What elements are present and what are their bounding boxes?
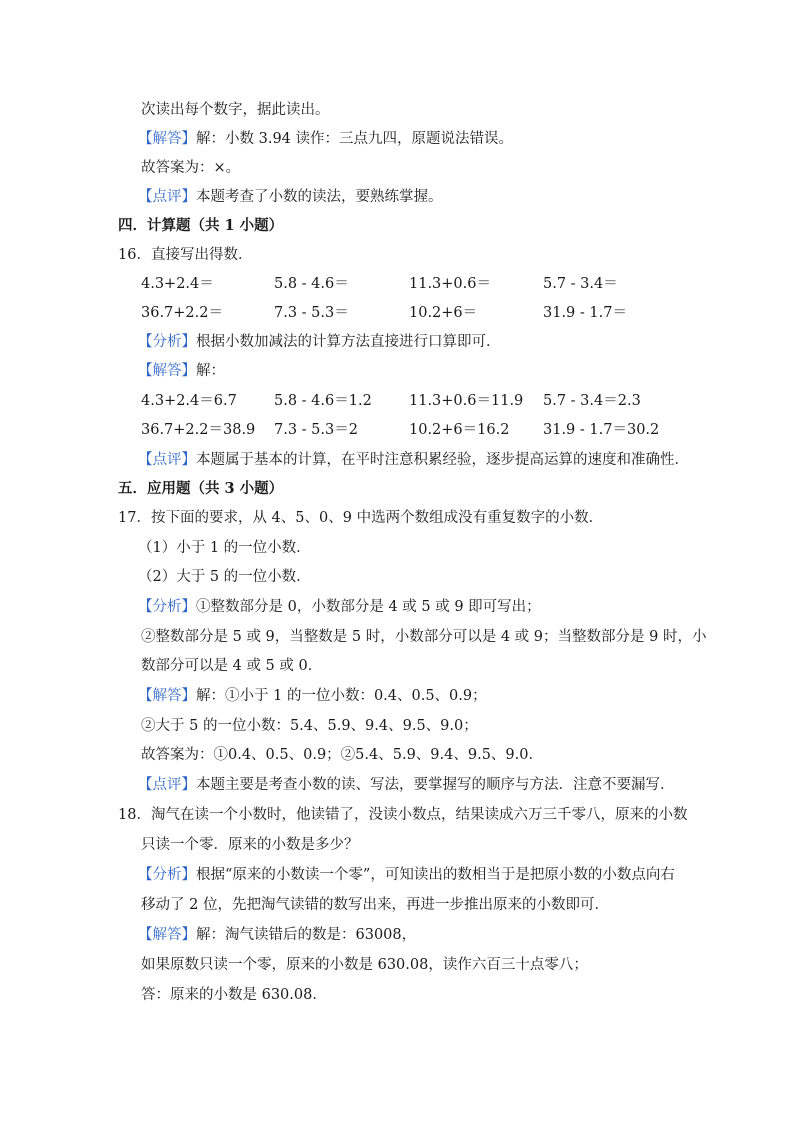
q16-answer (138, 358, 225, 384)
q16-row-2 (0, 300, 800, 326)
q17-final-answer: 故答案为：①0.4、0.5、0.9；②5.4、5.9、9.4、9.5、9.0． (141, 747, 543, 763)
answer-cell: 11.3+0.6＝11.9 (409, 393, 524, 409)
comment-text: 本题主要是考查小数的读、写法，要掌握写的顺序与方法．注意不要漏写． (196, 777, 675, 793)
q17-stem: 17．按下面的要求，从 4、5、0、9 中选两个数组成没有重复数字的小数． (118, 510, 604, 526)
expr-cell: 4.3+2.4＝ (141, 276, 214, 292)
answer-cell: 5.8 - 4.6＝1.2 (274, 393, 372, 409)
answer-tag: 【解答】 (138, 688, 196, 704)
answer-tag: 【解答】 (138, 363, 196, 379)
comment-tag: 【点评】 (138, 189, 196, 205)
q18-analysis-line-2: 移动了 2 位，先把淘气读错的数写出来，再进一步推出原来的小数即可． (141, 897, 609, 913)
q15-comment (138, 184, 443, 210)
q18-stem: 18．淘气在读一个小数时，他读错了，没读小数点，结果读成六万三千零八，原来的小数 (118, 807, 688, 823)
expr-cell: 5.8 - 4.6＝ (274, 276, 349, 292)
q15-final-answer: 故答案为：×。 (141, 160, 241, 176)
comment-tag: 【点评】 (138, 452, 196, 468)
analysis-tag: 【分析】 (138, 599, 196, 615)
q16-answer-row-1 (0, 388, 800, 414)
answer-text: 解：淘气读错后的数是：63008， (196, 927, 417, 943)
answer-cell: 4.3+2.4＝6.7 (141, 393, 237, 409)
expr-cell: 11.3+0.6＝ (409, 276, 491, 292)
answer-cell: 31.9 - 1.7＝30.2 (543, 422, 660, 438)
q17-answer-line-2: ②大于 5 的一位小数：5.4、5.9、9.4、9.5、9.0； (141, 718, 478, 734)
q18-answer-line-2: 如果原数只读一个零，原来的小数是 630.08，读作六百三十点零八； (141, 957, 588, 973)
q17-analysis (138, 594, 541, 620)
expr-cell: 36.7+2.2＝ (141, 305, 223, 321)
q16-stem: 16．直接写出得数． (118, 247, 253, 263)
expr-cell: 31.9 - 1.7＝ (543, 305, 627, 321)
comment-tag: 【点评】 (138, 777, 196, 793)
analysis-tag: 【分析】 (138, 334, 196, 350)
q16-analysis (138, 329, 501, 355)
answer-cell: 10.2+6＝16.2 (409, 422, 510, 438)
q17-analysis-line-2: ②整数部分是 5 或 9，当整数是 5 时，小数部分可以是 4 或 9；当整数部分是 9 时，小 (141, 629, 707, 645)
q18-answer (138, 922, 416, 948)
q17-analysis-line-3: 数部分可以是 4 或 5 或 0． (141, 658, 323, 674)
comment-text: 本题考查了小数的读法，要熟练掌握。 (196, 189, 443, 205)
q17-sub-2: （2）大于 5 的一位小数． (138, 569, 311, 585)
answer-text: 解： (196, 363, 225, 379)
q15-answer (138, 126, 513, 152)
expr-cell: 10.2+6＝ (409, 305, 478, 321)
analysis-text: ①整数部分是 0，小数部分是 4 或 5 或 9 即可写出； (196, 599, 541, 615)
q17-answer (138, 683, 487, 709)
expr-cell: 5.7 - 3.4＝ (543, 276, 618, 292)
answer-tag: 【解答】 (138, 131, 196, 147)
expr-cell: 7.3 - 5.3＝ (274, 305, 349, 321)
q16-row-1 (0, 271, 800, 297)
answer-cell: 7.3 - 5.3＝2 (274, 422, 358, 438)
analysis-text: 根据小数加减法的计算方法直接进行口算即可． (196, 334, 501, 350)
q17-comment (138, 772, 675, 798)
section-4-title: 四．计算题（共 1 小题） (118, 217, 284, 234)
comment-text: 本题属于基本的计算，在平时注意积累经验，逐步提高运算的速度和准确性． (196, 452, 689, 468)
answer-cell: 36.7+2.2＝38.9 (141, 422, 256, 438)
answer-cell: 5.7 - 3.4＝2.3 (543, 393, 641, 409)
answer-tag: 【解答】 (138, 927, 196, 943)
analysis-text: 根据“原来的小数读一个零”，可知读出的数相当于是把原小数的小数点向右 (196, 867, 675, 883)
section-5-title: 五．应用题（共 3 小题） (118, 480, 284, 497)
q18-answer-line-3: 答：原来的小数是 630.08． (141, 987, 327, 1003)
answer-text: 解：小数 3.94 读作：三点九四，原题说法错误。 (196, 131, 514, 147)
q17-sub-1: （1）小于 1 的一位小数． (138, 540, 311, 556)
q18-stem-line-2: 只读一个零．原来的小数是多少？ (141, 837, 359, 853)
q18-analysis (138, 862, 675, 888)
q15-analysis-continuation: 次读出每个数字，据此读出。 (141, 102, 330, 118)
analysis-tag: 【分析】 (138, 867, 196, 883)
q16-comment (138, 447, 689, 473)
answer-text: 解：①小于 1 的一位小数：0.4、0.5、0.9； (196, 688, 487, 704)
q16-answer-row-2 (0, 417, 800, 443)
